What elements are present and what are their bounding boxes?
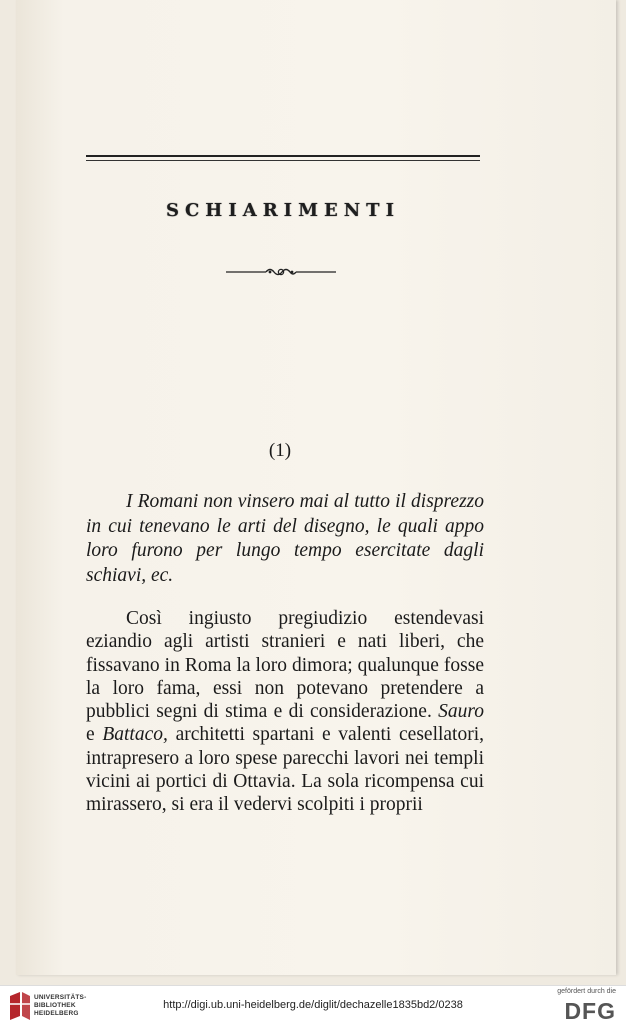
header-rule <box>86 155 480 161</box>
body-text-part2: architetti spartani e valenti cesellatori, intrapresero a loro spese parecchi lavori nei templi vicini ai portici di Ottavia. La sola ricompensa cui mirassero, si era il vedervi scolpiti i proprii <box>86 724 485 816</box>
library-name-line3: HEIDELBERG <box>34 1010 79 1017</box>
ornament-divider <box>226 265 336 279</box>
conjunction: e <box>86 724 95 746</box>
body-text-part1: Così ingiusto pregiudizio estendevasi eziandio agli artisti stranieri e nati liberi, che fissavano in Roma la loro dimora; qualunque fosse la loro fama, essi non potevano pretendere a pubblici segni di stima e di considerazione. <box>86 608 484 723</box>
dfg-logo: DFG <box>564 998 616 1024</box>
body-paragraph <box>86 607 484 817</box>
page-url-link[interactable]: http://digi.ub.uni-heidelberg.de/diglit/dechazelle1835bd2/0238 <box>163 999 463 1011</box>
quoted-passage: I Romani non vinsero mai al tutto il disprezzo in cui tenevano le arti del disegno, le quali appo loro furono per lungo tempo esercitate dagli schiavi, ec. <box>86 491 484 586</box>
funded-by-label: gefördert durch die <box>557 988 616 995</box>
name-sauro: Sauro <box>438 701 485 723</box>
library-name-line2: BIBLIOTHEK <box>34 1002 76 1009</box>
note-number: (1) <box>268 440 292 461</box>
section-title: SCHIARIMENTI <box>165 200 400 221</box>
name-battaco: Battaco, <box>102 724 168 746</box>
book-page <box>16 0 616 975</box>
library-name-line1: UNIVERSITÄTS- <box>34 994 87 1001</box>
